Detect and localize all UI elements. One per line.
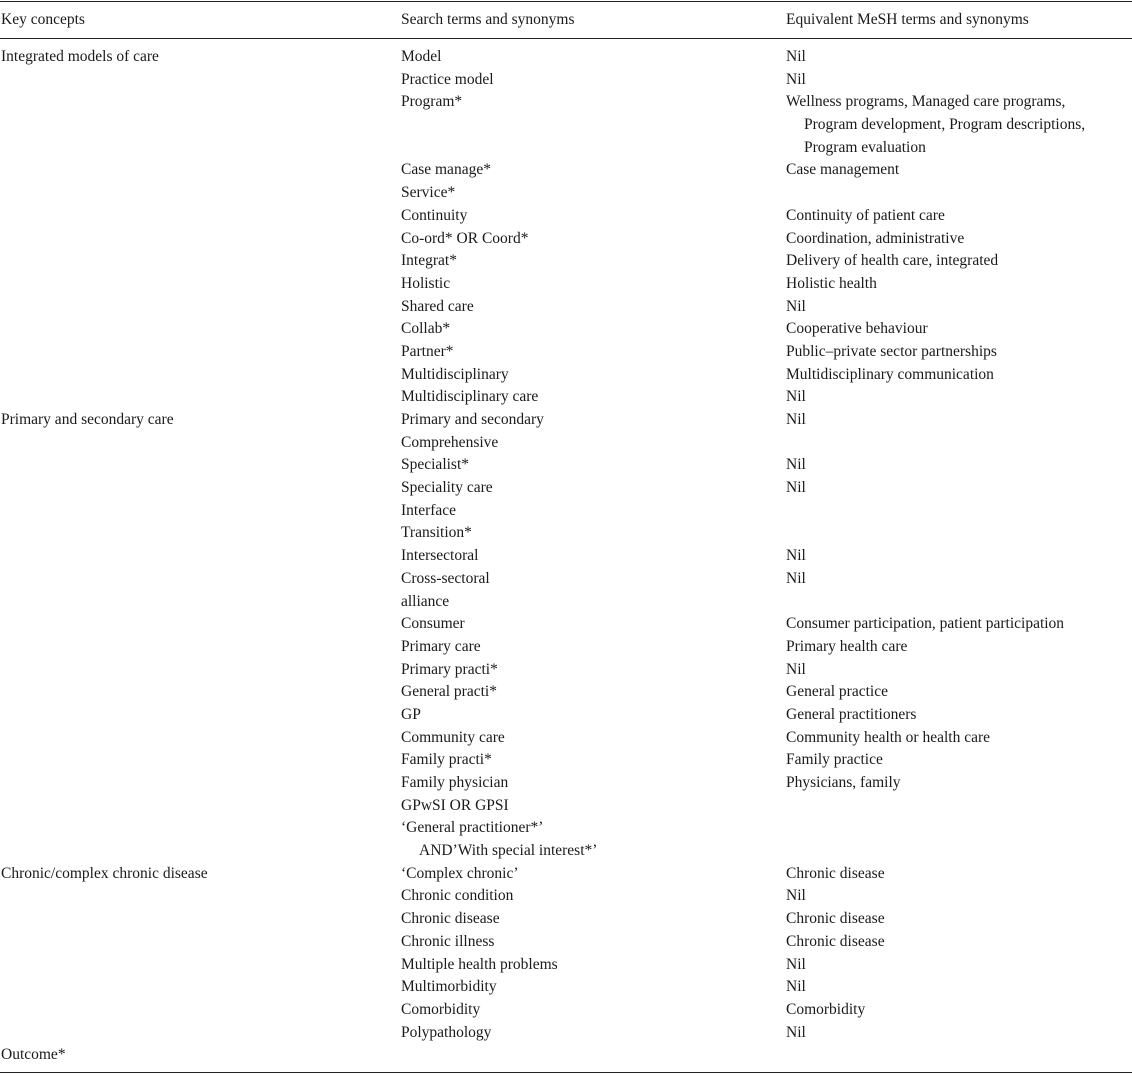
search-term-cell: [401, 636, 481, 659]
mesh-term-cell: [786, 863, 885, 886]
search-term-line: ‘Complex chronic’: [401, 864, 519, 882]
search-term-line: alliance: [401, 592, 450, 610]
table-row: [0, 409, 1132, 432]
table-row: [0, 908, 1132, 931]
mesh-term-line: Nil: [786, 1023, 806, 1041]
search-term-line: Service*: [401, 184, 456, 202]
search-term-cell: [401, 613, 465, 636]
mesh-term-cell: [786, 341, 997, 364]
mesh-term-line: Program development, Program descriptions,: [804, 116, 1086, 134]
table-top-rule: [0, 1, 1132, 2]
search-term-cell: [401, 795, 509, 818]
key-concept-cell: Chronic/complex chronic disease: [1, 864, 208, 882]
search-term-cell: [401, 500, 456, 523]
table-row: [0, 477, 1132, 500]
search-term-cell: [401, 91, 462, 114]
header-search-terms: Search terms and synonyms: [401, 11, 575, 28]
mesh-term-line: Nil: [786, 70, 806, 88]
search-term-cell: [401, 863, 519, 886]
search-term-cell: [401, 46, 441, 69]
table-row: [0, 795, 1132, 818]
search-term-line: AND’With special interest*’: [419, 842, 598, 860]
table-row: [0, 364, 1132, 387]
table-header: [0, 9, 1132, 33]
mesh-term-cell: [786, 908, 885, 931]
search-term-line: Case manage*: [401, 161, 491, 179]
mesh-term-line: Comorbidity: [786, 1000, 866, 1018]
mesh-term-line: Nil: [786, 887, 806, 905]
mesh-term-line: Nil: [786, 456, 806, 474]
table-row: [0, 545, 1132, 568]
table-row: [0, 182, 1132, 205]
search-term-line: Family physician: [401, 774, 509, 792]
mesh-term-cell: [786, 386, 806, 409]
mesh-term-line: Nil: [786, 955, 806, 973]
mesh-term-line: Coordination, administrative: [786, 229, 965, 247]
search-term-cell: [401, 1022, 491, 1045]
search-term-cell: [401, 999, 480, 1022]
mesh-term-line: Nil: [786, 547, 806, 565]
search-term-line: Chronic condition: [401, 887, 514, 905]
mesh-term-cell: [786, 976, 806, 999]
mesh-term-cell: [786, 46, 806, 69]
mesh-term-cell: [786, 159, 899, 182]
search-term-cell: [401, 931, 494, 954]
mesh-term-line: Public–private sector partnerships: [786, 342, 997, 360]
search-term-cell: [401, 228, 528, 251]
search-term-cell: [401, 477, 493, 500]
mesh-term-cell: [786, 772, 901, 795]
mesh-term-cell: [786, 613, 1064, 636]
mesh-term-cell: [786, 205, 945, 228]
table-body: [0, 46, 1132, 1067]
mesh-term-line: Cooperative behaviour: [786, 320, 928, 338]
mesh-term-line: Nil: [786, 479, 806, 497]
search-term-line: Holistic: [401, 274, 451, 292]
table-row: [0, 817, 1132, 862]
search-term-cell: [401, 409, 544, 432]
mesh-term-cell: [786, 477, 806, 500]
header-key-concepts: Key concepts: [1, 11, 85, 28]
search-term-cell: [401, 273, 450, 296]
mesh-term-line: Chronic disease: [786, 910, 885, 928]
search-term-line: Interface: [401, 501, 457, 519]
search-term-cell: [401, 296, 474, 319]
mesh-term-line: Nil: [786, 978, 806, 996]
table-row: [0, 228, 1132, 251]
table-row: [0, 46, 1132, 69]
key-concept-cell: Outcome*: [1, 1046, 66, 1064]
mesh-term-cell: [786, 296, 806, 319]
search-term-line: Polypathology: [401, 1023, 492, 1041]
table-row: [0, 522, 1132, 545]
mesh-term-cell: [786, 318, 928, 341]
table-row: [0, 999, 1132, 1022]
table-row: [0, 863, 1132, 886]
mesh-term-line: Wellness programs, Managed care programs,: [786, 93, 1066, 111]
table-row: [0, 727, 1132, 750]
mesh-term-cell: [786, 409, 806, 432]
table-row: [0, 885, 1132, 908]
search-term-line: Program*: [401, 93, 463, 111]
mesh-term-cell: [786, 885, 806, 908]
mesh-term-cell: [786, 273, 877, 296]
search-term-line: Cross-sectoral: [401, 569, 490, 587]
search-term-cell: [401, 318, 450, 341]
mesh-term-line: Case management: [786, 161, 900, 179]
search-term-line: Community care: [401, 728, 505, 746]
search-term-line: Primary practi*: [401, 660, 498, 678]
table-row: [0, 681, 1132, 704]
search-term-cell: [401, 772, 508, 795]
mesh-term-cell: [786, 364, 994, 387]
mesh-term-cell: [786, 659, 806, 682]
search-term-line: Multidisciplinary care: [401, 388, 539, 406]
mesh-term-cell: [786, 250, 998, 273]
mesh-term-line: Family practice: [786, 751, 883, 769]
mesh-term-cell: [786, 954, 806, 977]
search-term-line: General practi*: [401, 683, 497, 701]
table-row: [0, 386, 1132, 409]
header-mesh-terms: Equivalent MeSH terms and synonyms: [786, 11, 1029, 28]
search-term-line: GPwSI OR GPSI: [401, 796, 509, 814]
mesh-term-cell: [786, 1022, 806, 1045]
search-term-line: Consumer: [401, 615, 465, 633]
table-row: [0, 273, 1132, 296]
table-row: [0, 69, 1132, 92]
search-term-cell: [401, 591, 449, 614]
search-term-cell: [401, 976, 497, 999]
mesh-term-cell: [786, 681, 888, 704]
search-term-cell: [401, 817, 597, 862]
search-term-cell: [401, 704, 421, 727]
table-row: [0, 659, 1132, 682]
mesh-term-line: Chronic disease: [786, 864, 885, 882]
table-row: [0, 976, 1132, 999]
mesh-term-line: Consumer participation, patient participation: [786, 615, 1065, 633]
search-term-cell: [401, 522, 472, 545]
search-term-line: Partner*: [401, 342, 454, 360]
mesh-term-line: Chronic disease: [786, 932, 885, 950]
search-term-line: Speciality care: [401, 479, 493, 497]
table-header-rule: [0, 38, 1132, 39]
search-term-line: Integrat*: [401, 252, 457, 270]
table-row: [0, 454, 1132, 477]
search-term-line: Multiple health problems: [401, 955, 558, 973]
mesh-term-cell: [786, 454, 806, 477]
mesh-term-cell: [786, 568, 806, 591]
search-term-line: Practice model: [401, 70, 494, 88]
search-term-line: Multimorbidity: [401, 978, 497, 996]
search-term-cell: [401, 364, 509, 387]
search-term-line: Family practi*: [401, 751, 492, 769]
mesh-term-line: Primary health care: [786, 637, 908, 655]
table-row: [0, 159, 1132, 182]
search-term-line: Intersectoral: [401, 547, 479, 565]
table-row: [0, 500, 1132, 523]
search-term-line: Primary care: [401, 637, 481, 655]
mesh-term-line: Multidisciplinary communication: [786, 365, 994, 383]
table-row: [0, 432, 1132, 455]
mesh-term-cell: [786, 228, 964, 251]
table-row: [0, 91, 1132, 159]
search-term-cell: [401, 681, 497, 704]
search-term-cell: [401, 568, 490, 591]
search-term-line: Chronic disease: [401, 910, 500, 928]
search-term-line: Collab*: [401, 320, 451, 338]
mesh-term-line: Physicians, family: [786, 774, 901, 792]
table-row: [0, 591, 1132, 614]
table-row: [0, 1044, 1132, 1067]
mesh-term-line: Nil: [786, 660, 806, 678]
search-term-line: ‘General practitioner*’: [401, 819, 544, 837]
table-row: [0, 772, 1132, 795]
search-term-cell: [401, 182, 455, 205]
mesh-term-cell: [786, 69, 806, 92]
search-term-cell: [401, 545, 478, 568]
mesh-term-line: Program evaluation: [804, 138, 926, 156]
search-term-line: GP: [401, 705, 421, 723]
table-row: [0, 296, 1132, 319]
search-term-cell: [401, 69, 494, 92]
mesh-term-line: Delivery of health care, integrated: [786, 252, 999, 270]
table-row: [0, 931, 1132, 954]
search-term-cell: [401, 159, 491, 182]
mesh-term-line: Continuity of patient care: [786, 206, 945, 224]
search-term-line: Model: [401, 48, 442, 65]
search-term-cell: [401, 386, 538, 409]
mesh-term-line: Nil: [786, 297, 806, 315]
mesh-term-cell: [786, 727, 990, 750]
table-row: [0, 205, 1132, 228]
search-term-cell: [401, 659, 498, 682]
search-term-cell: [401, 885, 513, 908]
key-concept-cell: Primary and secondary care: [1, 411, 174, 429]
search-term-cell: [401, 908, 500, 931]
mesh-term-line: Nil: [786, 388, 806, 406]
mesh-term-line: Nil: [786, 48, 806, 65]
mesh-term-line: Nil: [786, 569, 806, 587]
mesh-term-line: Holistic health: [786, 274, 877, 292]
mesh-term-cell: [786, 636, 907, 659]
search-term-line: Chronic illness: [401, 932, 495, 950]
search-term-line: Shared care: [401, 297, 474, 315]
search-term-cell: [401, 341, 454, 364]
mesh-term-line: Community health or health care: [786, 728, 991, 746]
search-term-line: Primary and secondary: [401, 411, 544, 429]
mesh-term-cell: [786, 931, 885, 954]
search-term-cell: [401, 454, 469, 477]
mesh-term-line: Nil: [786, 411, 806, 429]
key-concept-cell: Integrated models of care: [1, 48, 159, 65]
table-row: [0, 318, 1132, 341]
search-term-line: Co-ord* OR Coord*: [401, 229, 529, 247]
mesh-term-cell: [786, 545, 806, 568]
search-term-line: Comorbidity: [401, 1000, 481, 1018]
table-row: [0, 749, 1132, 772]
table-row: [0, 613, 1132, 636]
search-term-cell: [401, 727, 505, 750]
search-term-line: Transition*: [401, 524, 472, 542]
search-term-line: Multidisciplinary: [401, 365, 509, 383]
mesh-term-line: General practitioners: [786, 705, 917, 723]
mesh-term-cell: [786, 749, 883, 772]
table-row: [0, 704, 1132, 727]
table-row: [0, 341, 1132, 364]
search-term-cell: [401, 205, 467, 228]
table-row: [0, 1022, 1132, 1045]
table-bottom-rule: [0, 1072, 1132, 1073]
table-row: [0, 636, 1132, 659]
mesh-term-cell: [786, 91, 1085, 159]
mesh-term-line: General practice: [786, 683, 888, 701]
search-term-cell: [401, 749, 492, 772]
search-term-line: Comprehensive: [401, 433, 499, 451]
table-row: [0, 954, 1132, 977]
mesh-term-cell: [786, 999, 865, 1022]
search-term-line: Continuity: [401, 206, 468, 224]
search-term-cell: [401, 432, 498, 455]
table-row: [0, 250, 1132, 273]
search-term-cell: [401, 250, 457, 273]
search-term-cell: [401, 954, 558, 977]
table-row: [0, 568, 1132, 591]
search-term-line: Specialist*: [401, 456, 470, 474]
mesh-term-cell: [786, 704, 916, 727]
